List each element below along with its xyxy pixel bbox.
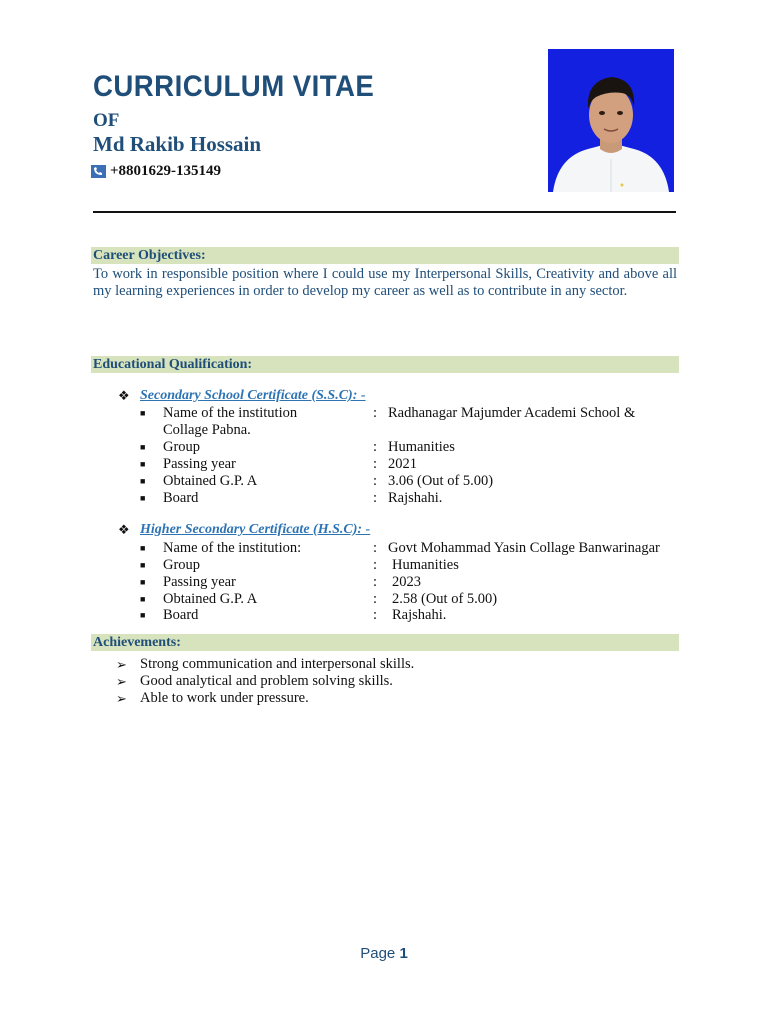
square-bullet-icon: ■ [140,610,146,620]
arrow-bullet-icon: ➢ [116,657,127,672]
row-label: Obtained G.P. A [163,591,258,607]
achievement-text: Strong communication and interpersonal skills. [140,656,415,672]
square-bullet-icon: ■ [140,442,146,452]
row-label: Name of the institution: [163,540,302,556]
row-value: Humanities [392,557,459,573]
row-label: Passing year [163,456,236,472]
title-of: OF [93,110,120,131]
row-label: Group [163,439,201,455]
arrow-bullet-icon: ➢ [116,674,127,689]
hsc-row-group: ■ Group : Humanities [140,557,685,574]
achievement-text: Good analytical and problem solving skills. [140,673,393,689]
row-value: Radhanagar Majumder Academi School & [388,405,636,421]
hsc-title: Higher Secondary Certificate (H.S.C): - [140,522,371,537]
achievement-text: Able to work under pressure. [140,690,309,706]
achievement-item [116,656,414,673]
achievement-item [116,673,393,690]
row-label: Board [163,607,199,623]
career-objective-text: To work in responsible position where I could use my Interpersonal Skills, Creativity and above all my learning experiences in order to develop my career as well as to contribute in any sector. [93,266,677,299]
ssc-row-gpa: ■ Obtained G.P. A : 3.06 (Out of 5.00) [140,473,685,490]
ssc-heading [118,388,366,404]
row-value: 2023 [392,574,421,590]
page-number: 1 [399,945,408,962]
hsc-row-passing-year: ■ Passing year : 2023 [140,574,685,591]
square-bullet-icon: ■ [140,543,146,553]
ssc-row-group: ■ Group : Humanities [140,439,685,456]
ssc-row-board: ■ Board : Rajshahi. [140,490,685,507]
career-heading: Career Objectives: [91,247,679,264]
hsc-row-institution: ■ Name of the institution: : Govt Mohammad Yasin Collage Banwarinagar [140,540,685,557]
row-value: Rajshahi. [392,607,447,623]
education-heading: Educational Qualification: [91,356,679,373]
phone-row [91,163,221,180]
ssc-row-institution-cont [140,422,685,439]
header-divider [93,211,676,213]
square-bullet-icon: ■ [140,476,146,486]
hsc-heading [118,522,370,538]
square-bullet-icon: ■ [140,560,146,570]
hsc-row-board: ■ Board : Rajshahi. [140,607,685,624]
arrow-bullet-icon: ➢ [116,691,127,706]
square-bullet-icon: ■ [140,493,146,503]
diamond-bullet-icon: ❖ [118,522,130,537]
applicant-name: Md Rakib Hossain [93,132,262,156]
row-label: Board [163,490,199,506]
row-value: 2021 [388,456,417,472]
phone-icon [91,165,106,178]
row-value: Rajshahi. [388,490,443,506]
square-bullet-icon: ■ [140,459,146,469]
ssc-title: Secondary School Certificate (S.S.C): - [140,388,366,403]
row-value: 2.58 (Out of 5.00) [392,591,498,607]
square-bullet-icon: ■ [140,594,146,604]
profile-photo [548,49,674,192]
page-footer [0,945,768,962]
row-label: Collage Pabna. [163,422,251,438]
row-label: Name of the institution [163,405,298,421]
ssc-row-institution: ■ Name of the institution : Radhanagar Majumder Academi School & [140,405,685,422]
row-value: Govt Mohammad Yasin Collage Banwarinagar [388,540,660,556]
achievement-item [116,690,309,707]
cv-title: CURRICULUM VITAE [93,70,375,103]
achievements-heading: Achievements: [91,634,679,651]
hsc-row-gpa: ■ Obtained G.P. A : 2.58 (Out of 5.00) [140,591,685,608]
row-label: Passing year [163,574,236,590]
row-label: Group [163,557,201,573]
diamond-bullet-icon: ❖ [118,388,130,403]
row-value: Humanities [388,439,455,455]
phone-number: +8801629-135149 [110,163,222,179]
ssc-row-passing-year: ■ Passing year : 2021 [140,456,685,473]
square-bullet-icon: ■ [140,577,146,587]
row-label: Obtained G.P. A [163,473,258,489]
page-label: Page [360,945,396,962]
square-bullet-icon: ■ [140,408,146,418]
row-value: 3.06 (Out of 5.00) [388,473,494,489]
